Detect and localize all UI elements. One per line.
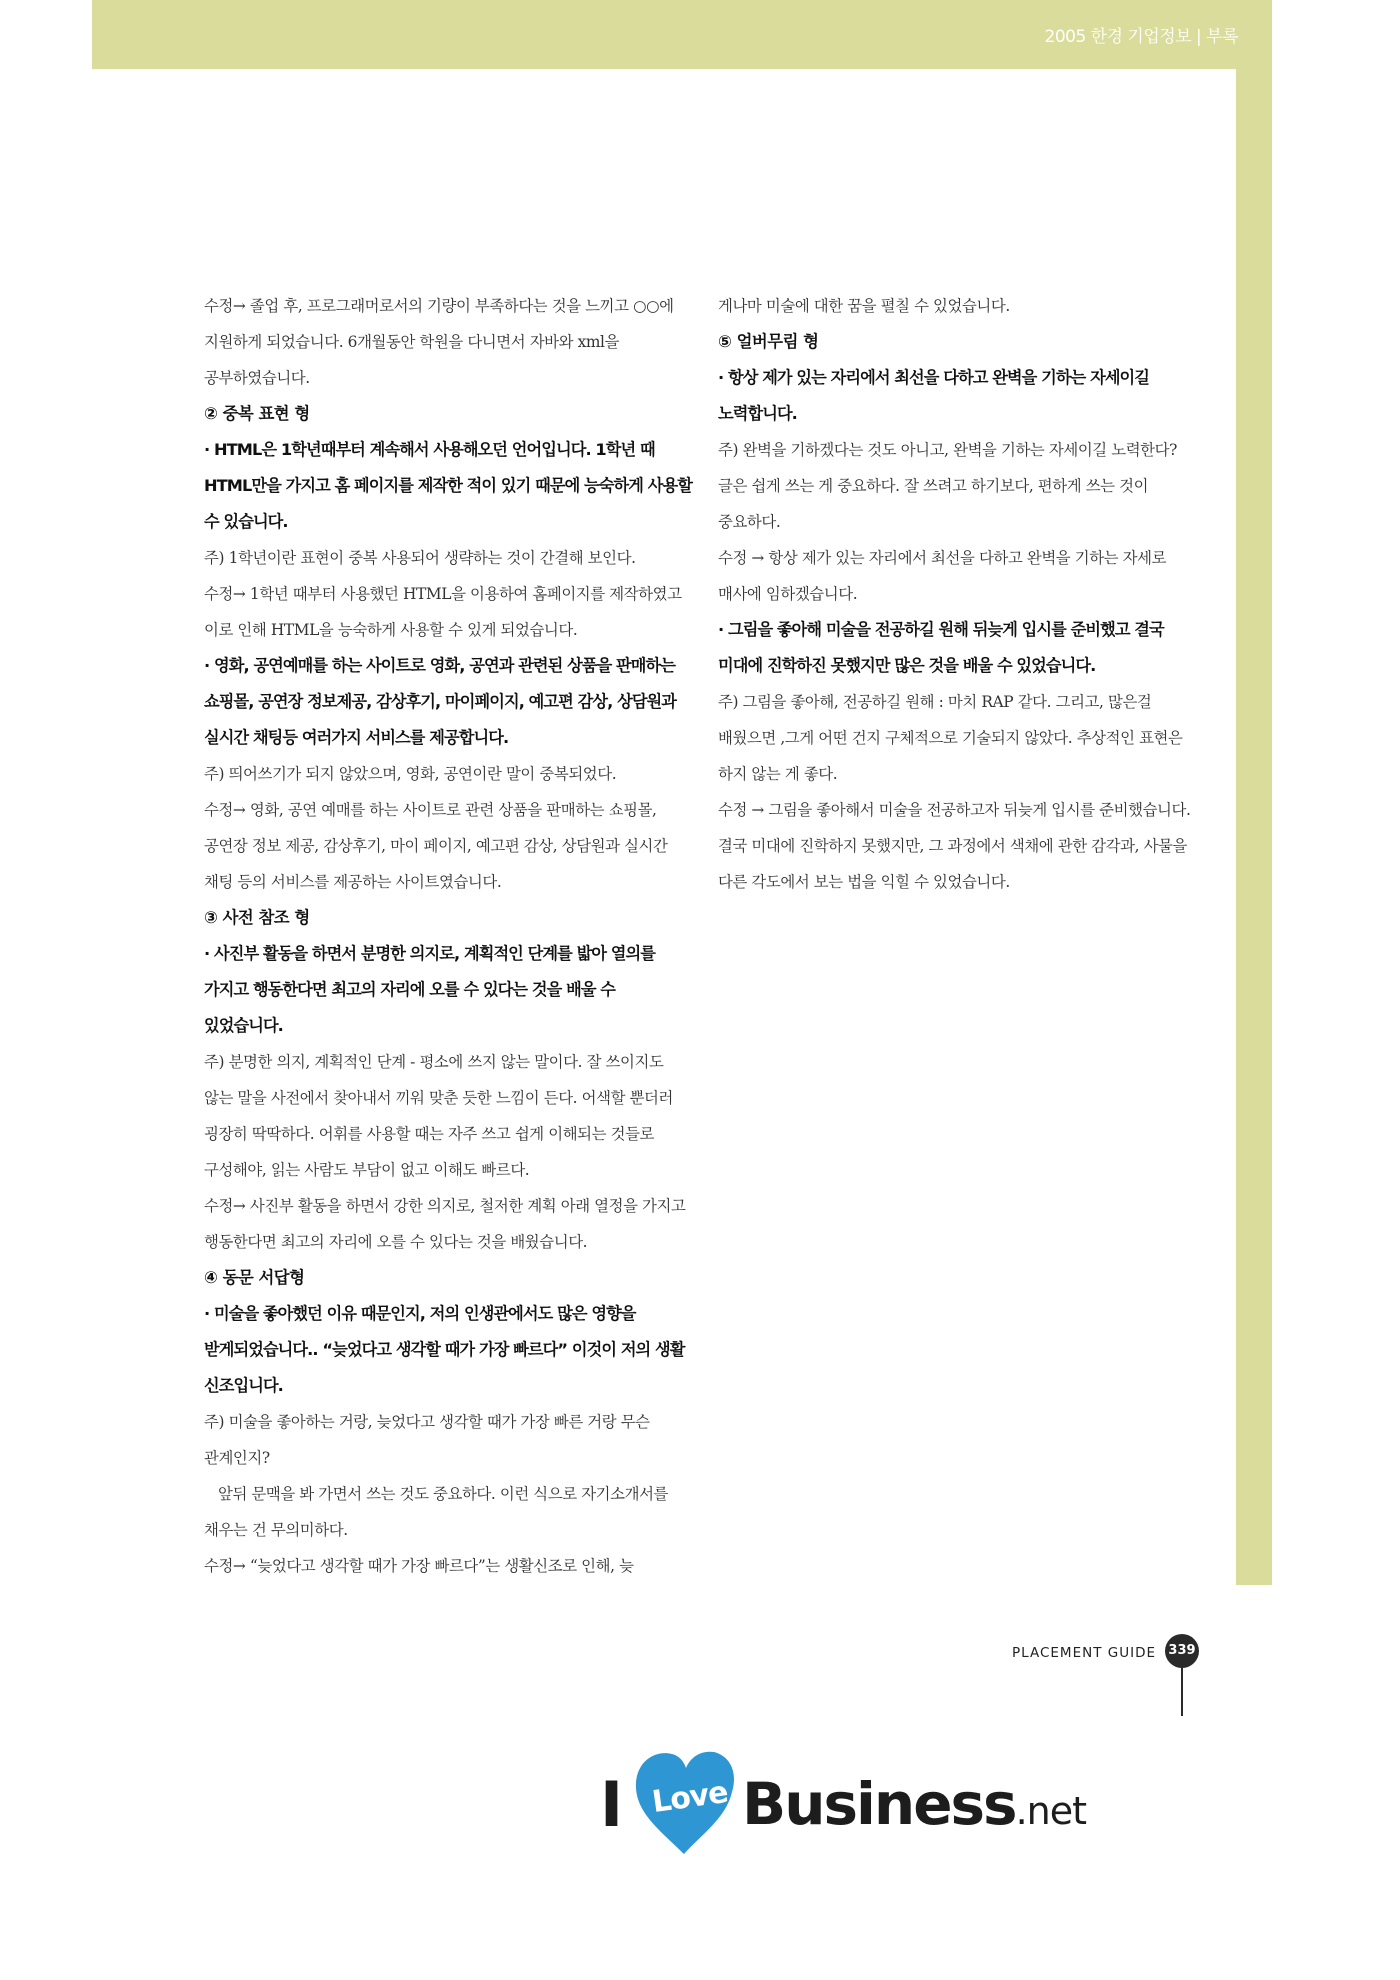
- page-number-line: [1181, 1668, 1183, 1716]
- commentary-paragraph: 수정→ 사진부 활동을 하면서 강한 의지로, 철저한 계획 아래 열정을 가지고 행동한다면 최고의 자리에 오를 수 있다는 것을 배웠습니다.: [204, 1197, 686, 1251]
- commentary-paragraph: 게나마 미술에 대한 꿈을 펼칠 수 있었습니다.: [718, 297, 1010, 315]
- left-column: [204, 288, 692, 1584]
- logo-letter-i: I: [600, 1768, 624, 1841]
- section-heading: ⑤ 얼버무림 형: [718, 332, 819, 351]
- commentary-paragraph: 주) 완벽을 기하겠다는 것도 아니고, 완벽을 기하는 자세이길 노력한다? 글은 쉽게 쓰는 게 중요하다. 잘 쓰려고 하기보다, 편하게 쓰는 것이 중요하다.: [718, 441, 1177, 531]
- commentary-paragraph: 주) 1학년이란 표현이 중복 사용되어 생략하는 것이 간결해 보인다.: [204, 549, 636, 567]
- example-sentence: · 그림을 좋아해 미술을 전공하길 원해 뒤늦게 입시를 준비했고 결국 미대에 진학하진 못했지만 많은 것을 배울 수 있었습니다.: [718, 620, 1164, 675]
- section-heading: ④ 동문 서답형: [204, 1268, 305, 1287]
- example-sentence: · HTML은 1학년때부터 계속해서 사용해오던 언어입니다. 1학년 때 HTML만을 가지고 홈 페이지를 제작한 적이 있기 때문에 능숙하게 사용할 수 있습니다.: [204, 440, 692, 531]
- logo-business: [742, 1770, 1086, 1838]
- commentary-paragraph: 주) 분명한 의지, 계획적인 단계 - 평소에 쓰지 않는 말이다. 잘 쓰이지도 않는 말을 사전에서 찾아내서 끼워 맞춘 듯한 느낌이 든다. 어색할 뿐더러 굉장히 딱딱하다. 어휘를 사용할 때는 자주 쓰고 쉽게 이해되는 것들로 구성해야, 읽는 사람도 부담이 없고 이해도 빠르다.: [204, 1053, 673, 1179]
- commentary-paragraph: 수정→ 졸업 후, 프로그래머로서의 기량이 부족하다는 것을 느끼고 ○○에 지원하게 되었습니다. 6개월동안 학원을 다니면서 자바와 xml을 공부하였습니다.: [204, 297, 674, 387]
- page-header-title: 2005 한경 기업정보 | 부록: [1044, 27, 1238, 47]
- example-sentence: · 항상 제가 있는 자리에서 최선을 다하고 완벽을 기하는 자세이길 노력합니다.: [718, 368, 1150, 423]
- example-sentence: · 미술을 좋아했던 이유 때문인지, 저의 인생관에서도 많은 영향을 받게되었습니다.. “늦었다고 생각할 때가 가장 빠르다” 이것이 저의 생활 신조입니다.: [204, 1304, 685, 1395]
- right-column: [718, 288, 1202, 900]
- example-sentence: · 영화, 공연예매를 하는 사이트로 영화, 공연과 관련된 상품을 판매하는 쇼핑몰, 공연장 정보제공, 감상후기, 마이페이지, 예고편 감상, 상담원과 실시간 채팅등 여러가지 서비스를 제공합니다.: [204, 656, 677, 747]
- brand-logo: [600, 1748, 1120, 1858]
- commentary-paragraph: 주) 그림을 좋아해, 전공하길 원해 : 마치 RAP 같다. 그리고, 많은걸 배웠으면 ,그게 어떤 건지 구체적으로 기술되지 않았다. 추상적인 표현은 하지 않는 게 좋다.: [718, 693, 1183, 783]
- footer-label: PLACEMENT GUIDE: [1012, 1645, 1156, 1661]
- side-band: [1236, 0, 1272, 1585]
- commentary-paragraph: 수정 → 그림을 좋아해서 미술을 전공하고자 뒤늦게 입시를 준비했습니다. 결국 미대에 진학하지 못했지만, 그 과정에서 색채에 관한 감각과, 사물을 다른 각도에서 보는 법을 익힐 수 있었습니다.: [718, 801, 1191, 891]
- commentary-paragraph: 수정→ 1학년 때부터 사용했던 HTML을 이용하여 홈페이지를 제작하였고 이로 인해 HTML을 능숙하게 사용할 수 있게 되었습니다.: [204, 585, 682, 639]
- commentary-paragraph: 주) 띄어쓰기가 되지 않았으며, 영화, 공연이란 말이 중복되었다.: [204, 765, 617, 783]
- commentary-paragraph: 주) 미술을 좋아하는 거랑, 늦었다고 생각할 때가 가장 빠른 거랑 무슨 관계인지?: [204, 1413, 650, 1467]
- commentary-paragraph: 앞뒤 문맥을 봐 가면서 쓰는 것도 중요하다. 이런 식으로 자기소개서를 채우는 건 무의미하다.: [204, 1485, 669, 1539]
- commentary-paragraph: 수정 → 항상 제가 있는 자리에서 최선을 다하고 완벽을 기하는 자세로 매사에 임하겠습니다.: [718, 549, 1167, 603]
- example-sentence: · 사진부 활동을 하면서 분명한 의지로, 계획적인 단계를 밟아 열의를 가지고 행동한다면 최고의 자리에 오를 수 있다는 것을 배울 수 있었습니다.: [204, 944, 656, 1035]
- commentary-paragraph: 수정→ “늦었다고 생각할 때가 가장 빠르다”는 생활신조로 인해, 늦: [204, 1557, 634, 1575]
- logo-tld: .net: [1015, 1789, 1087, 1833]
- section-heading: ③ 사전 참조 형: [204, 908, 310, 927]
- section-heading: ② 중복 표현 형: [204, 404, 310, 423]
- commentary-paragraph: 수정→ 영화, 공연 예매를 하는 사이트로 관련 상품을 판매하는 쇼핑몰, 공연장 정보 제공, 감상후기, 마이 페이지, 예고편 감상, 상담원과 실시간 채팅 등의 서비스를 제공하는 사이트였습니다.: [204, 801, 668, 891]
- logo-business-word: Business: [742, 1770, 1016, 1838]
- logo-love: Love: [649, 1774, 730, 1821]
- page-number: 339: [1165, 1634, 1199, 1668]
